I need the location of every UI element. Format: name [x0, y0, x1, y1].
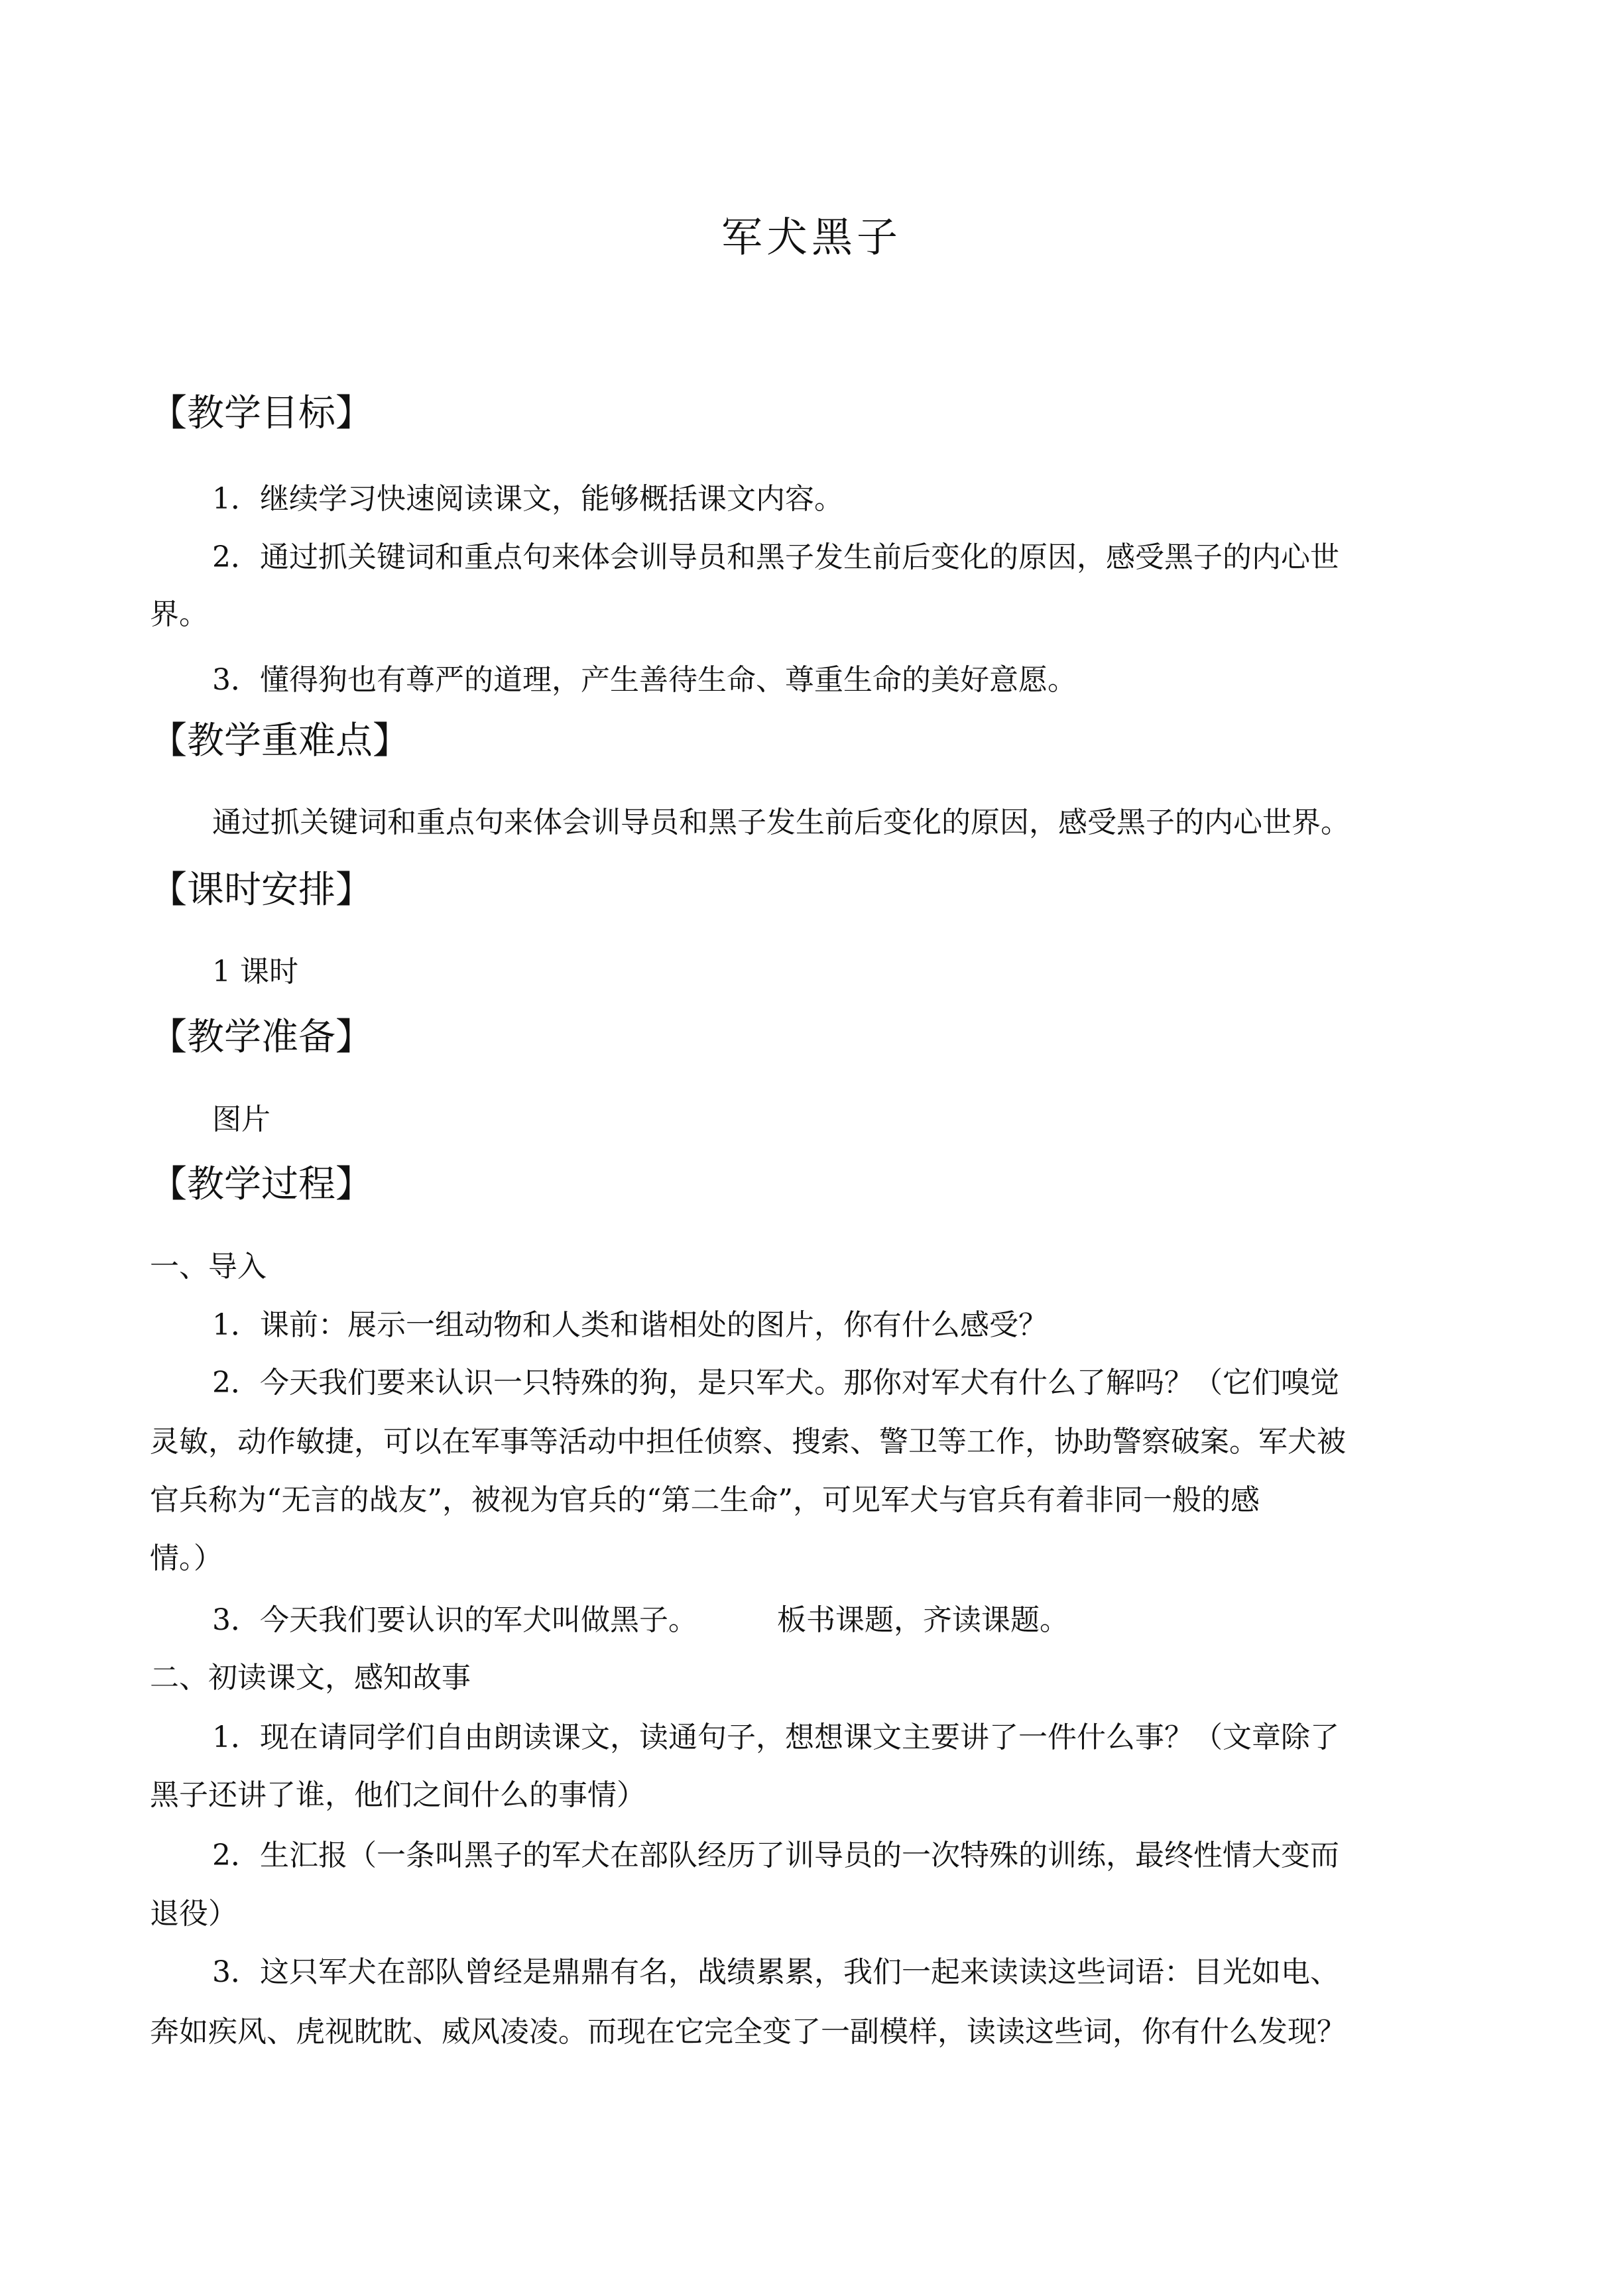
process-part1-line-6: [212, 1600, 1069, 1641]
process-part2-line-4: 退役）: [150, 1897, 237, 1931]
schedule-text: 1 课时: [212, 955, 298, 989]
process-heading: 【教学过程】: [150, 1163, 373, 1206]
objective-item-2-cont: 界。: [150, 597, 208, 631]
process-part1-line-4: 官兵称为“无言的战友”，被视为官兵的“第二生命”，可见军犬与官兵有着非同一般的感: [150, 1483, 1260, 1517]
objective-item-3: 3．懂得狗也有尊严的道理，产生善待生命、尊重生命的美好意愿。: [212, 663, 1077, 697]
process-part2-line-1: 1．现在请同学们自由朗读课文，读通句子，想想课文主要讲了一件什么事？（文章除了: [212, 1721, 1339, 1754]
key-points-heading: 【教学重难点】: [150, 719, 410, 762]
process-part1-line-6-a: 3．今天我们要认识的军犬叫做黑子。: [212, 1603, 697, 1637]
process-part1-line-2: 2．今天我们要来认识一只特殊的狗，是只军犬。那你对军犬有什么了解吗？（它们嗅觉: [212, 1366, 1339, 1400]
process-part1-line-1: 1．课前：展示一组动物和人类和谐相处的图片，你有什么感受？: [212, 1308, 1048, 1342]
key-points-text: 通过抓关键词和重点句来体会训导员和黑子发生前后变化的原因，感受黑子的内心世界。: [212, 806, 1350, 839]
process-part2-line-6: 奔如疾风、虎视眈眈、威风凌凌。而现在它完全变了一副模样，读读这些词，你有什么发现？: [150, 2015, 1346, 2049]
process-part2-line-5: 3．这只军犬在部队曾经是鼎鼎有名，战绩累累，我们一起来读读这些词语：目光如电、: [212, 1955, 1339, 1989]
process-part2-line-2: 黑子还讲了谁，他们之间什么的事情）: [150, 1778, 646, 1812]
process-part1-line-6-b: 板书课题，齐读课题。: [777, 1603, 1069, 1637]
document-title: 军犬黑子: [721, 213, 902, 261]
process-part1-line-3: 灵敏，动作敏捷，可以在军事等活动中担任侦察、搜索、警卫等工作，协助警察破案。军犬被: [150, 1425, 1346, 1459]
process-part1-title: 一、导入: [150, 1250, 267, 1284]
preparation-text: 图片: [212, 1103, 270, 1136]
process-part1-line-5: 情。）: [150, 1541, 223, 1575]
process-part2-title: 二、初读课文，感知故事: [150, 1661, 471, 1695]
objectives-heading: 【教学目标】: [150, 392, 373, 435]
schedule-heading: 【课时安排】: [150, 869, 373, 912]
objective-item-2: 2．通过抓关键词和重点句来体会训导员和黑子发生前后变化的原因，感受黑子的内心世: [212, 540, 1339, 574]
process-part2-line-3: 2．生汇报（一条叫黑子的军犬在部队经历了训导员的一次特殊的训练，最终性情大变而: [212, 1839, 1339, 1872]
objective-item-1: 1．继续学习快速阅读课文，能够概括课文内容。: [212, 482, 843, 516]
preparation-heading: 【教学准备】: [150, 1016, 373, 1059]
